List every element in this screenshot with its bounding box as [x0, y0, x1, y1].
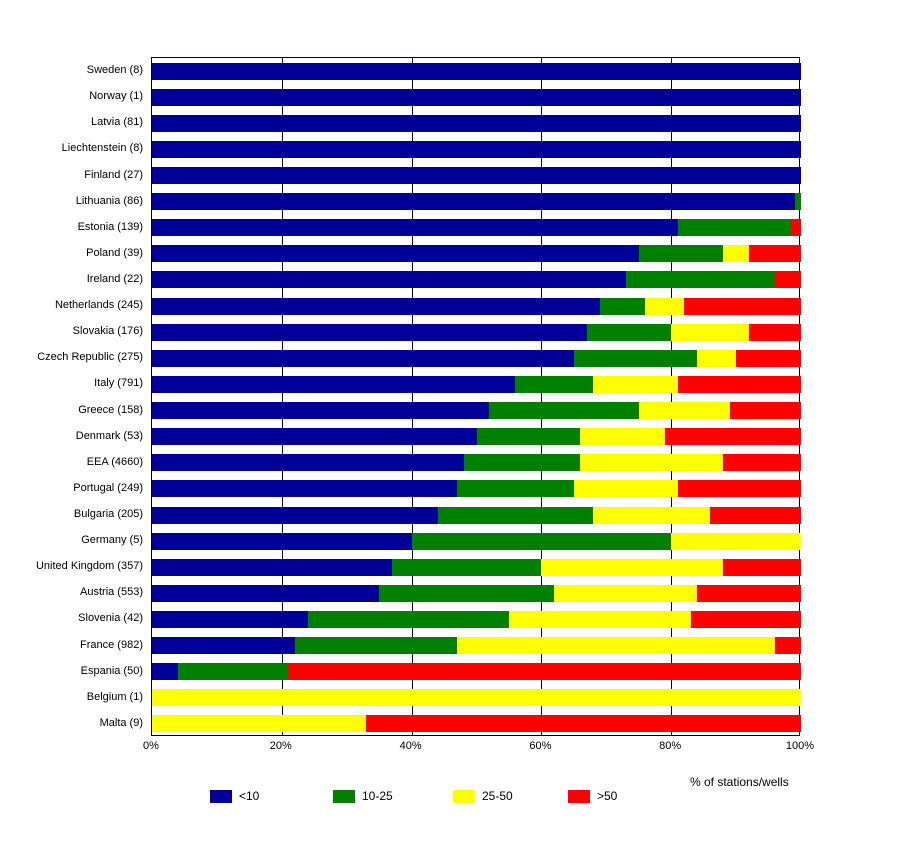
bar-row: [152, 245, 799, 262]
x-tick-label: 60%: [529, 740, 552, 752]
stacked-bar-rows: [152, 58, 799, 735]
bar-segment: [730, 402, 801, 419]
bar-row: [152, 324, 799, 341]
bar-segment: [412, 533, 672, 550]
x-tick-label: 40%: [399, 740, 422, 752]
bar-segment: [288, 663, 801, 680]
bar-row: [152, 454, 799, 471]
category-label: Poland (39): [86, 246, 143, 259]
bar-segment: [152, 193, 795, 210]
bar-segment: [152, 507, 438, 524]
bar-segment: [489, 402, 638, 419]
category-label: Lithuania (86): [75, 194, 143, 207]
bar-row: [152, 402, 799, 419]
bar-row: [152, 663, 799, 680]
bar-segment: [379, 585, 554, 602]
bar-segment: [457, 480, 574, 497]
bar-row: [152, 193, 799, 210]
legend-item: [453, 786, 513, 806]
bar-segment: [697, 350, 736, 367]
bar-row: [152, 533, 799, 550]
bar-segment: [723, 454, 801, 471]
chart-legend: [210, 786, 690, 808]
category-label: Latvia (81): [91, 116, 143, 129]
bar-segment: [152, 715, 366, 732]
bar-row: [152, 167, 799, 184]
bar-segment: [723, 559, 801, 576]
bar-segment: [152, 298, 600, 315]
bar-segment: [580, 454, 723, 471]
bar-segment: [580, 428, 664, 445]
category-axis-labels: [0, 57, 148, 736]
legend-label: >50: [597, 789, 618, 803]
x-tick-label: 80%: [659, 740, 682, 752]
bar-segment: [671, 533, 801, 550]
category-label: Estonia (139): [77, 220, 143, 233]
bar-segment: [554, 585, 697, 602]
bar-segment: [639, 245, 723, 262]
bar-row: [152, 63, 799, 80]
bar-segment: [587, 324, 671, 341]
bar-segment: [438, 507, 594, 524]
bar-segment: [574, 350, 697, 367]
legend-label: 25-50: [482, 789, 513, 803]
bar-row: [152, 611, 799, 628]
bar-row: [152, 428, 799, 445]
bar-row: [152, 585, 799, 602]
bar-segment: [678, 480, 801, 497]
bar-segment: [477, 428, 581, 445]
x-tick-label: 20%: [269, 740, 292, 752]
bar-segment: [697, 585, 801, 602]
category-label: Bulgaria (205): [73, 508, 143, 521]
bar-segment: [152, 350, 574, 367]
x-tick-label: 100%: [785, 740, 815, 752]
bar-row: [152, 376, 799, 393]
plot-area: [151, 57, 800, 736]
bar-segment: [152, 376, 515, 393]
bar-row: [152, 480, 799, 497]
x-axis-title: % of stations/wells: [690, 775, 789, 789]
bar-segment: [152, 480, 457, 497]
bar-segment: [509, 611, 691, 628]
category-label: United Kingdom (357): [35, 560, 143, 573]
category-label: Czech Republic (275): [37, 351, 143, 364]
bar-segment: [639, 402, 730, 419]
bar-row: [152, 507, 799, 524]
category-label: Espania (50): [80, 664, 143, 677]
bar-segment: [541, 559, 723, 576]
bar-segment: [152, 428, 477, 445]
bar-row: [152, 89, 799, 106]
bar-segment: [749, 324, 801, 341]
bar-segment: [152, 637, 295, 654]
bar-segment: [152, 559, 392, 576]
category-label: Liechtenstein (8): [61, 142, 143, 155]
category-label: Portugal (249): [73, 481, 143, 494]
bar-segment: [691, 611, 801, 628]
bar-segment: [152, 324, 587, 341]
bar-segment: [152, 663, 178, 680]
bar-row: [152, 115, 799, 132]
bar-segment: [308, 611, 509, 628]
bar-segment: [366, 715, 801, 732]
bar-segment: [152, 611, 308, 628]
bar-segment: [152, 141, 801, 158]
bar-segment: [775, 271, 801, 288]
bar-segment: [749, 245, 801, 262]
bar-segment: [678, 219, 792, 236]
bar-segment: [574, 480, 678, 497]
category-label: Italy (791): [94, 377, 143, 390]
bar-segment: [665, 428, 801, 445]
legend-swatch: [568, 790, 590, 803]
bar-row: [152, 350, 799, 367]
bar-segment: [600, 298, 645, 315]
category-label: Greece (158): [78, 403, 143, 416]
bar-segment: [392, 559, 541, 576]
bar-segment: [457, 637, 775, 654]
legend-swatch: [210, 790, 232, 803]
category-label: Malta (9): [99, 716, 143, 729]
bar-segment: [515, 376, 593, 393]
bar-segment: [626, 271, 775, 288]
category-label: Slovakia (176): [72, 325, 143, 338]
bar-segment: [464, 454, 581, 471]
category-label: Netherlands (245): [54, 299, 143, 312]
category-label: Finland (27): [84, 168, 143, 181]
bar-row: [152, 715, 799, 732]
legend-label: 10-25: [362, 789, 393, 803]
category-label: Denmark (53): [75, 429, 143, 442]
legend-label: <10: [239, 789, 260, 803]
bar-row: [152, 298, 799, 315]
bar-segment: [152, 219, 678, 236]
legend-item: [333, 786, 393, 806]
legend-swatch: [333, 790, 355, 803]
bar-segment: [791, 219, 801, 236]
bar-segment: [710, 507, 801, 524]
bar-row: [152, 689, 799, 706]
category-label: Ireland (22): [86, 272, 143, 285]
bar-segment: [152, 271, 626, 288]
bar-segment: [152, 402, 489, 419]
category-label: EEA (4660): [86, 455, 143, 468]
bar-segment: [775, 637, 801, 654]
bar-segment: [678, 376, 801, 393]
x-tick-label: 0%: [143, 740, 159, 752]
bar-segment: [152, 689, 801, 706]
legend-item: [568, 786, 617, 806]
bar-segment: [152, 89, 801, 106]
bar-segment: [723, 245, 749, 262]
bar-segment: [152, 63, 801, 80]
bar-segment: [152, 167, 801, 184]
category-label: Belgium (1): [86, 690, 143, 703]
bar-segment: [295, 637, 457, 654]
bar-segment: [671, 324, 749, 341]
bar-segment: [645, 298, 684, 315]
category-label: Germany (5): [81, 534, 143, 547]
category-label: Norway (1): [89, 90, 143, 103]
category-label: France (982): [80, 638, 143, 651]
bar-segment: [152, 245, 639, 262]
bar-row: [152, 219, 799, 236]
bar-segment: [152, 454, 464, 471]
category-label: Sweden (8): [86, 64, 143, 77]
bar-row: [152, 141, 799, 158]
bar-segment: [178, 663, 288, 680]
bar-segment: [593, 376, 677, 393]
bar-segment: [152, 533, 412, 550]
bar-row: [152, 559, 799, 576]
bar-segment: [152, 585, 379, 602]
legend-item: [210, 786, 259, 806]
bar-segment: [684, 298, 801, 315]
bar-segment: [795, 193, 801, 210]
category-label: Austria (553): [80, 586, 143, 599]
bar-segment: [736, 350, 801, 367]
bar-segment: [152, 115, 801, 132]
bar-row: [152, 271, 799, 288]
category-label: Slovenia (42): [78, 612, 143, 625]
bar-segment: [593, 507, 710, 524]
legend-swatch: [453, 790, 475, 803]
bar-row: [152, 637, 799, 654]
